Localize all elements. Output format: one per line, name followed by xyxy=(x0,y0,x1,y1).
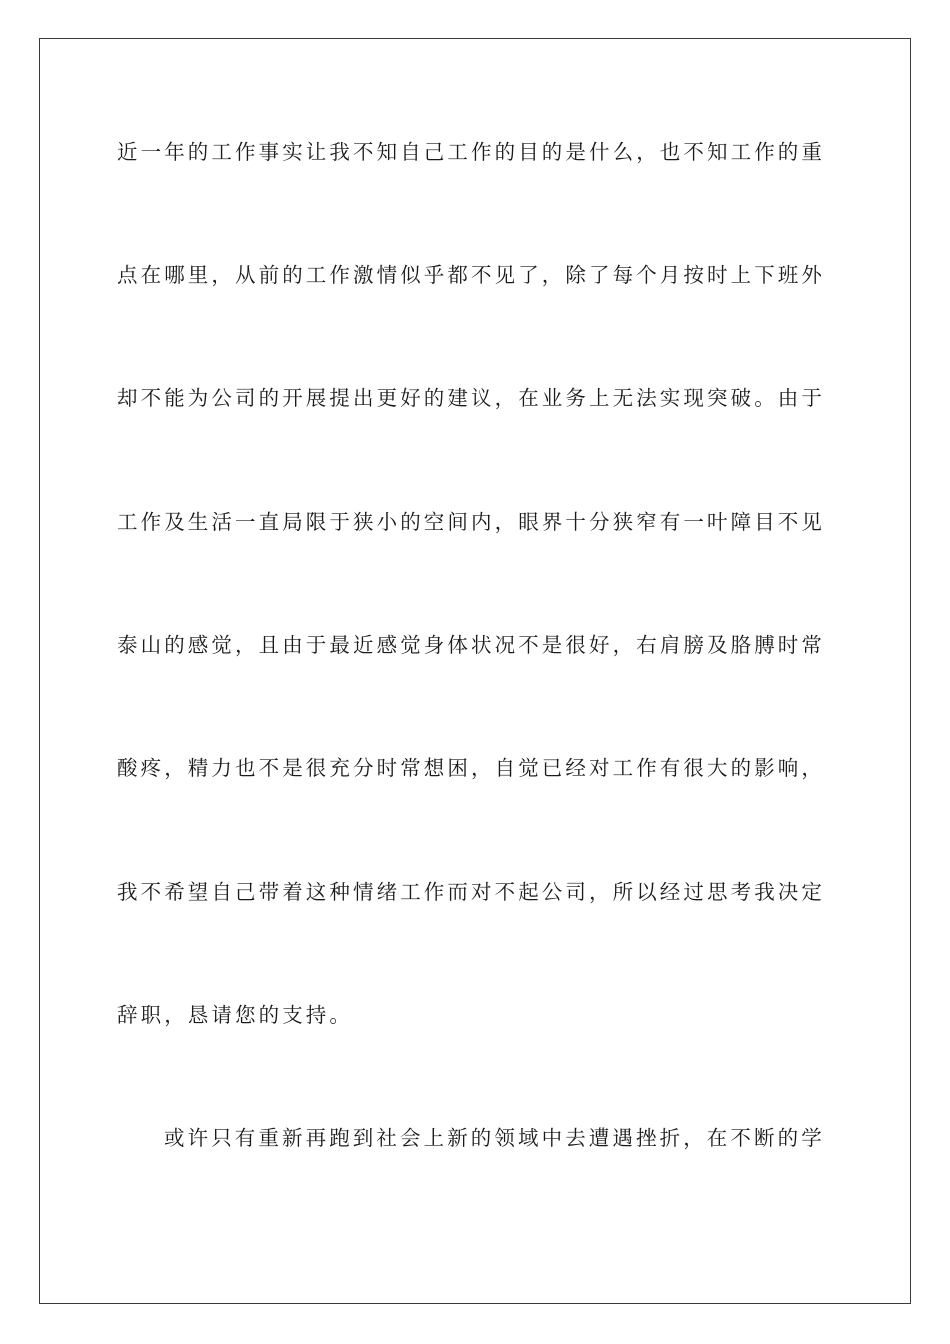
paragraph-line-8: 辞职，恳请您的支持。 xyxy=(117,1003,353,1027)
paragraph-line-2: 点在哪里，从前的工作激情似乎都不见了，除了每个月按时上下班外 xyxy=(117,263,825,287)
paragraph-line-5: 泰山的感觉，且由于最近感觉身体状况不是很好，右肩膀及胳膊时常 xyxy=(117,633,825,657)
paragraph-line-7: 我不希望自己带着这种情绪工作而对不起公司，所以经过思考我决定 xyxy=(117,880,825,904)
page-border xyxy=(39,38,911,1304)
paragraph-line-3: 却不能为公司的开展提出更好的建议，在业务上无法实现突破。由于 xyxy=(117,386,825,410)
paragraph-line-4: 工作及生活一直局限于狭小的空间内，眼界十分狭窄有一叶障目不见 xyxy=(117,510,825,534)
paragraph-line-9: 或许只有重新再跑到社会上新的领域中去遭遇挫折，在不断的学 xyxy=(164,1126,825,1150)
paragraph-line-1: 近一年的工作事实让我不知自己工作的目的是什么，也不知工作的重 xyxy=(117,140,825,164)
paragraph-line-6: 酸疼，精力也不是很充分时常想困，自觉已经对工作有很大的影响， xyxy=(117,756,825,780)
